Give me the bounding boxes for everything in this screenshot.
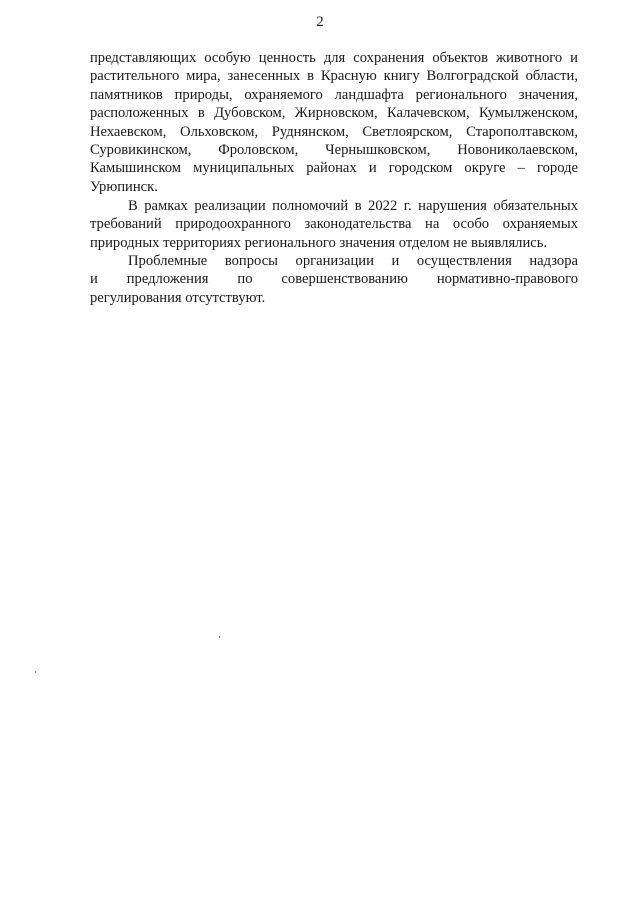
paragraph-line: регулирования отсутствуют. [90, 289, 266, 306]
paragraph-line: растительного мира, занесенных в Красную книгу Волгоградской области, [90, 68, 578, 85]
paragraph-line: представляющих особую ценность для сохранения объектов животного и [90, 50, 578, 66]
paragraph-line: и предложения по совершенствованию нормативно-правового [90, 271, 578, 288]
paragraph-line: расположенных в Дубовском, Жирновском, Калачевском, Кумылженском, [90, 105, 578, 122]
paragraph-line: требований природоохранного законодательства на особо охраняемых [90, 216, 578, 233]
paragraph-line: памятников природы, охраняемого ландшафта регионального значения, [90, 86, 578, 103]
scan-speck [35, 671, 36, 673]
paragraph-violations [90, 197, 578, 252]
scan-speck [219, 636, 220, 638]
paragraph-line: Урюпинск. [90, 178, 158, 195]
paragraph-line: Нехаевском, Ольховском, Руднянском, Светлоярском, Старополтавском, [90, 123, 578, 140]
paragraph-line: Камышинском муниципальных районах и городском округе – городе [90, 160, 578, 177]
paragraph-line: В рамках реализации полномочий в 2022 г. нарушения обязательных [128, 198, 578, 214]
paragraph-line: Суровикинском, Фроловском, Чернышковском, Новониколаевском, [90, 142, 578, 159]
paragraph-line: природных территориях регионального значения отделом не выявлялись. [90, 234, 548, 251]
paragraph-issues [90, 252, 578, 307]
paragraph-line: Проблемные вопросы организации и осуществления надзора [128, 253, 578, 269]
page-number: 2 [316, 14, 324, 30]
paragraph-protected-areas [90, 49, 578, 196]
